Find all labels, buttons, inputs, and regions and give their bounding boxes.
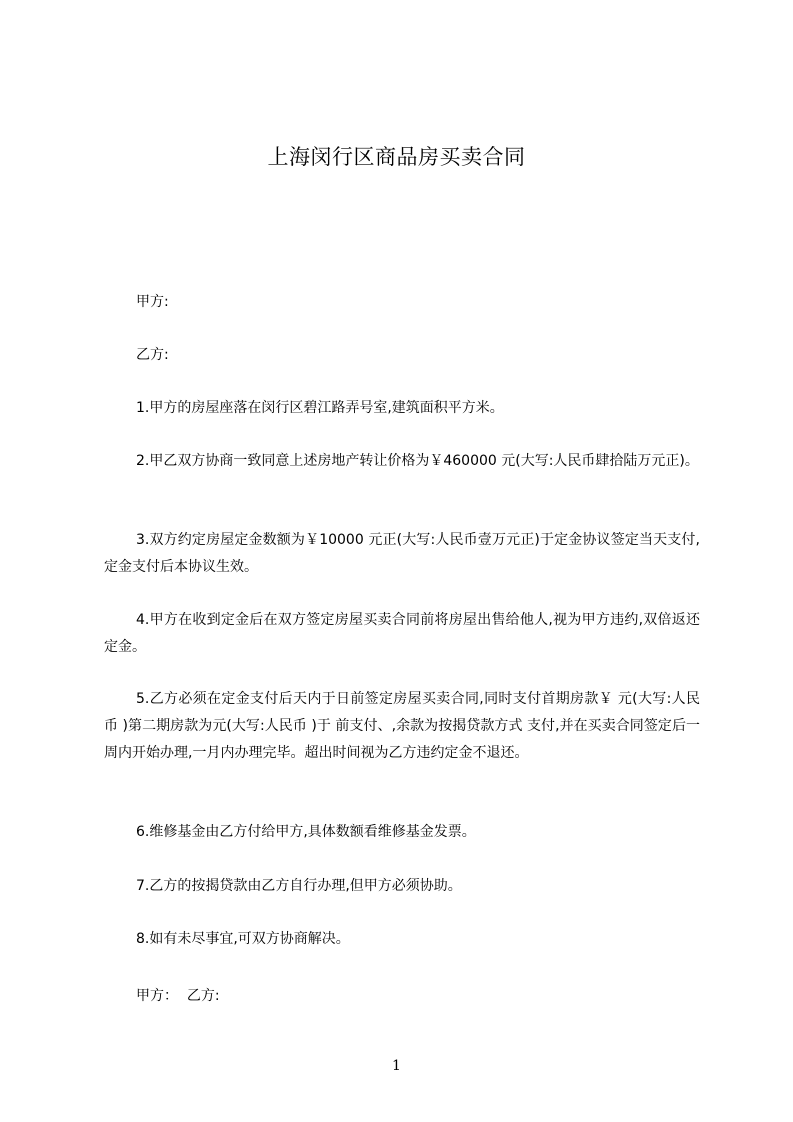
clause-7: 7.乙方的按揭贷款由乙方自行办理,但甲方必须协助。 <box>136 878 462 894</box>
clause-1: 1.甲方的房屋座落在闵行区碧江路弄号室,建筑面积平方米。 <box>136 400 504 416</box>
party-b-label: 乙方: <box>136 347 169 363</box>
clause-8: 8.如有未尽事宜,可双方协商解决。 <box>136 931 350 947</box>
page-number: 1 <box>392 1058 401 1074</box>
document-title: 上海闵行区商品房买卖合同 <box>267 145 526 169</box>
clause-4: 4.甲方在收到定金后在双方签定房屋买卖合同前将房屋出售给他人,视为甲方违约,双倍返还定金。 <box>104 612 700 655</box>
party-a-label: 甲方: <box>136 294 169 310</box>
clause-2: 2.甲乙双方协商一致同意上述房地产转让价格为￥460000 元(大写:人民币肆拾陆万元正)。 <box>136 453 699 469</box>
clause-6: 6.维修基金由乙方付给甲方,具体数额看维修基金发票。 <box>136 824 476 840</box>
clause-5: 5.乙方必须在定金支付后天内于日前签定房屋买卖合同,同时支付首期房款￥ 元(大写:人民币 )第二期房款为元(大写:人民币 )于 前支付、,余款为按揭贷款方式 支付,并在买卖合同签定后一周内开始办理,一月内办理完毕。超出时间视为乙方违约定金不退还。 <box>104 691 700 761</box>
signature-line: 甲方： 乙方: <box>136 988 220 1004</box>
clause-3: 3.双方约定房屋定金数额为￥10000 元正(大写:人民币壹万元正)于定金协议签定当天支付,定金支付后本协议生效。 <box>104 532 700 575</box>
